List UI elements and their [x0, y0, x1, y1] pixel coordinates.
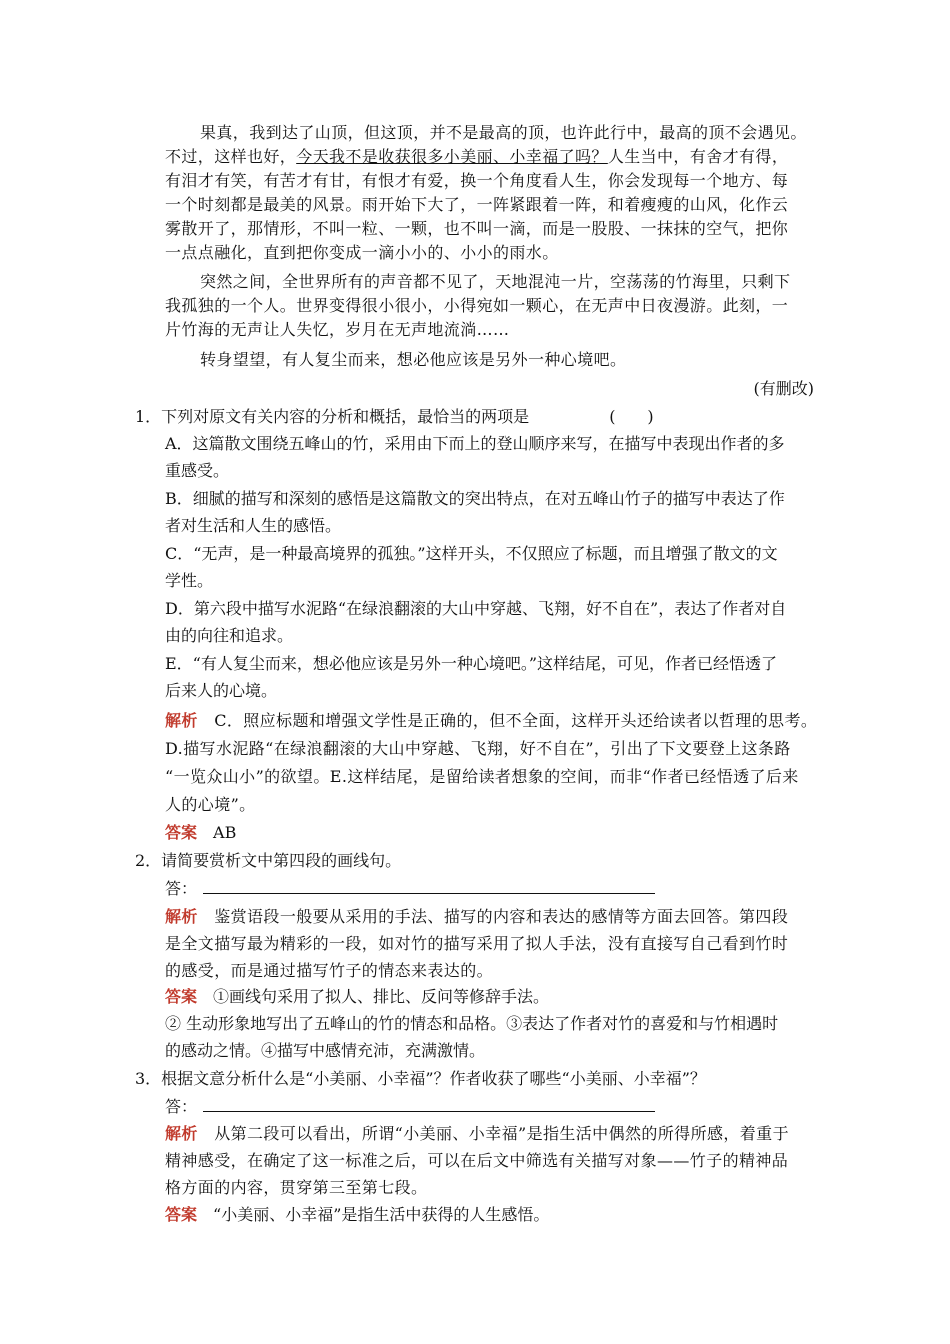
analysis-line: “一览众山小”的欲望。E.这样结尾，是留给读者想象的空间，而非“作者已经悟透了后来 [165, 767, 799, 786]
passage-line: 突然之间，全世界所有的声音都不见了，天地混沌一片，空荡荡的竹海里，只剩下 [200, 272, 791, 291]
passage-line: 雾散开了，那情形，不叫一粒、一颗，也不叫一滴，而是一股股、一抹抹的空气，把你 [165, 219, 789, 238]
passage-line: 一点点融化，直到把你变成一滴小小的、小小的雨水。 [165, 243, 559, 262]
answer-blank-line[interactable] [203, 879, 655, 894]
analysis-line: 是全文描写最为精彩的一段，如对竹的描写采用了拟人手法，没有直接写自己看到竹时 [165, 934, 789, 953]
passage-line: 一个时刻都是最美的风景。雨开始下大了，一阵紧跟着一阵，和着瘦瘦的山风，化作云 [165, 195, 789, 214]
answer-1: 答案 AB [165, 823, 237, 842]
option-a: A．这篇散文围绕五峰山的竹，采用由下而上的登山顺序来写，在描写中表现出作者的多 [165, 434, 785, 453]
analysis-line: 人的心境”。 [165, 795, 256, 814]
analysis-line: D.描写水泥路“在绿浪翻滚的大山中穿越、飞翔，好不自在”，引出了下文要登上这条路 [165, 739, 791, 758]
answer-line-3[interactable]: 答： [165, 1095, 655, 1119]
passage-line [165, 145, 788, 169]
answer-line: 的感动之情。④描写中感情充沛，充满激情。 [165, 1041, 486, 1060]
passage-line: 片竹海的无声让人失忆，岁月在无声地流淌…… [165, 320, 510, 339]
option-c: C．“无声，是一种最高境界的孤独。”这样开头，不仅照应了标题，而且增强了散文的文 [165, 544, 778, 563]
passage-text: 人生当中，有舍才有得， [607, 147, 789, 166]
passage-line: 果真，我到达了山顶，但这顶，并不是最高的顶，也许此行中，最高的顶不会遇见。 [200, 123, 807, 142]
analysis-line: 格方面的内容，贯穿第三至第七段。 [165, 1178, 428, 1197]
passage-line: 有泪才有笑，有苦才有甘，有恨才有爱，换一个角度看人生，你会发现每一个地方、每 [165, 171, 789, 190]
option-a-cont: 重感受。 [165, 461, 230, 480]
passage-line: 转身望望，有人复尘而来，想必他应该是另外一种心境吧。 [200, 350, 627, 369]
answer-paren: ( ) [609, 407, 654, 426]
answer-blank-line[interactable] [203, 1097, 655, 1112]
answer-label: 答案 [165, 987, 198, 1006]
answer-line: ② 生动形象地写出了五峰山的竹的情态和品格。③表达了作者对竹的喜爱和与竹相遇时 [165, 1014, 779, 1033]
analysis-label: 解析 [165, 1124, 198, 1143]
option-e: E．“有人复尘而来，想必他应该是另外一种心境吧。”这样结尾，可见，作者已经悟透了 [165, 654, 778, 673]
analysis-1: 解析 C．照应标题和增强文学性是正确的，但不全面，这样开头还给读者以哲理的思考。 [165, 711, 818, 730]
passage-text: 不过，这样也好， [165, 147, 297, 166]
option-d-cont: 由的向往和追求。 [165, 626, 294, 645]
option-d: D．第六段中描写水泥路“在绿浪翻滚的大山中穿越、飞翔，好不自在”，表达了作者对自 [165, 599, 787, 618]
answer-label: 答案 [165, 823, 198, 842]
answer-2: 答案 ①画线句采用了拟人、排比、反问等修辞手法。 [165, 987, 550, 1006]
question-2-stem: 2．请简要赏析文中第四段的画线句。 [135, 851, 402, 870]
question-3-stem: 3．根据文意分析什么是“小美丽、小幸福”？作者收获了哪些“小美丽、小幸福”？ [135, 1069, 706, 1088]
analysis-2: 解析 鉴赏语段一般要从采用的手法、描写的内容和表达的感情等方面去回答。第四段 [165, 907, 789, 926]
question-1-stem: 1．下列对原文有关内容的分析和概括，最恰当的两项是 ( ) [135, 407, 654, 426]
edit-note: (有删改) [753, 379, 814, 398]
analysis-3: 解析 从第二段可以看出，所谓“小美丽、小幸福”是指生活中偶然的所得所感，着重于 [165, 1124, 789, 1143]
analysis-line: 的感受，而是通过描写竹子的情态来表达的。 [165, 961, 494, 980]
option-b-cont: 者对生活和人生的感悟。 [165, 516, 342, 535]
answer-3: 答案 “小美丽、小幸福”是指生活中获得的人生感悟。 [165, 1205, 550, 1224]
passage-line: 我孤独的一个人。世界变得很小很小，小得宛如一颗心，在无声中日夜漫游。此刻，一 [165, 296, 789, 315]
option-e-cont: 后来人的心境。 [165, 681, 278, 700]
analysis-line: 精神感受，在确定了这一标准之后，可以在后文中筛选有关描写对象——竹子的精神品 [165, 1151, 789, 1170]
answer-label: 答案 [165, 1205, 198, 1224]
analysis-label: 解析 [165, 907, 198, 926]
underlined-sentence: 今天我不是收获很多小美丽、小幸福了吗？ [296, 147, 608, 166]
answer-line-2[interactable]: 答： [165, 877, 655, 901]
analysis-label: 解析 [165, 711, 198, 730]
option-c-cont: 学性。 [165, 571, 214, 590]
option-b: B．细腻的描写和深刻的感悟是这篇散文的突出特点，在对五峰山竹子的描写中表达了作 [165, 489, 785, 508]
